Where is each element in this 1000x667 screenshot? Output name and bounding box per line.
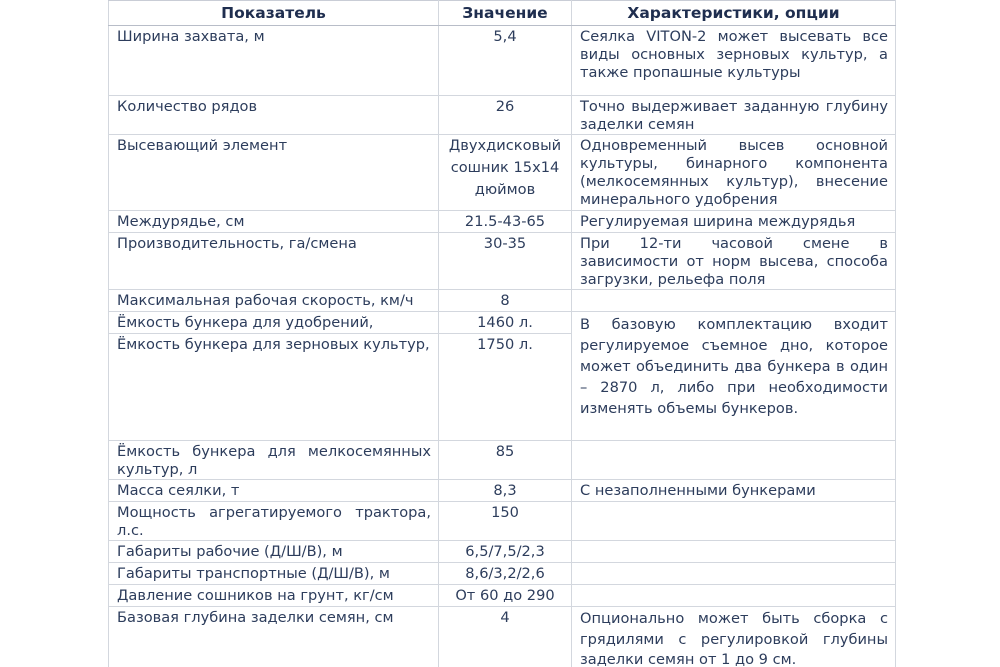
table-row — [109, 502, 896, 541]
row-parameter: Масса сеялки, т — [109, 480, 439, 502]
row-value: 8 — [439, 290, 572, 312]
table-row — [109, 585, 896, 607]
specifications-table — [108, 0, 896, 667]
table-row — [109, 96, 896, 135]
table-row — [109, 441, 896, 480]
row-value: 6,5/7,5/2,3 — [439, 541, 572, 563]
table-row — [109, 26, 896, 96]
row-parameter: Максимальная рабочая скорость, км/ч — [109, 290, 439, 312]
row-value: 85 — [439, 441, 572, 480]
row-option: Одновременный высев основной культуры, бинарного компонента (мелкосемянных культур), внесение минерального удобрения — [572, 135, 896, 211]
row-option — [572, 502, 896, 541]
row-option: Точно выдерживает заданную глубину заделки семян — [572, 96, 896, 135]
row-option: Сеялка VITON-2 может высевать все виды основных зерновых культур, а также пропашные культуры — [572, 26, 896, 96]
table-row — [109, 563, 896, 585]
table-header-row — [109, 1, 896, 26]
row-value: 8,3 — [439, 480, 572, 502]
table-row — [109, 233, 896, 290]
row-value: 4 — [439, 607, 572, 667]
row-parameter: Количество рядов — [109, 96, 439, 135]
row-parameter: Ёмкость бункера для мелкосемянных культур, л — [109, 441, 439, 480]
row-parameter: Габариты рабочие (Д/Ш/В), м — [109, 541, 439, 563]
row-option — [572, 585, 896, 607]
table-row — [109, 480, 896, 502]
row-option: В базовую комплектацию входит регулируемое съемное дно, которое может объединить два бункера в один – 2870 л, либо при необходимости изменять объемы бункеров. — [572, 312, 896, 441]
table-row — [109, 135, 896, 211]
header-options: Характеристики, опции — [572, 1, 896, 26]
row-value: 150 — [439, 502, 572, 541]
table-row — [109, 290, 896, 312]
row-option — [572, 441, 896, 480]
table-row — [109, 607, 896, 667]
header-value: Значение — [439, 1, 572, 26]
row-option — [572, 563, 896, 585]
row-parameter: Базовая глубина заделки семян, см — [109, 607, 439, 667]
row-value: 21.5-43-65 — [439, 211, 572, 233]
row-value: От 60 до 290 — [439, 585, 572, 607]
row-option: Опционально может быть сборка с грядилями с регулировкой глубины заделки семян от 1 до 9 см. — [572, 607, 896, 667]
table-row — [109, 541, 896, 563]
row-value: 5,4 — [439, 26, 572, 96]
row-parameter: Ёмкость бункера для удобрений, — [109, 312, 439, 334]
row-value: 1460 л. — [439, 312, 572, 334]
row-parameter: Высевающий элемент — [109, 135, 439, 211]
row-parameter: Мощность агрегатируемого трактора, л.с. — [109, 502, 439, 541]
header-parameter: Показатель — [109, 1, 439, 26]
row-parameter: Давление сошников на грунт, кг/см — [109, 585, 439, 607]
row-value: 30-35 — [439, 233, 572, 290]
row-option — [572, 541, 896, 563]
row-value: 1750 л. — [439, 334, 572, 441]
row-value: 26 — [439, 96, 572, 135]
row-value: 8,6/3,2/2,6 — [439, 563, 572, 585]
row-parameter: Производительность, га/смена — [109, 233, 439, 290]
row-option: С незаполненными бункерами — [572, 480, 896, 502]
table-row — [109, 211, 896, 233]
row-parameter: Ширина захвата, м — [109, 26, 439, 96]
row-parameter: Междурядье, см — [109, 211, 439, 233]
table-row — [109, 312, 896, 334]
row-parameter: Габариты транспортные (Д/Ш/В), м — [109, 563, 439, 585]
row-value: Двухдисковый сошник 15х14 дюймов — [439, 135, 572, 211]
row-parameter: Ёмкость бункера для зерновых культур, — [109, 334, 439, 441]
row-option: Регулируемая ширина междурядья — [572, 211, 896, 233]
row-option: При 12-ти часовой смене в зависимости от норм высева, способа загрузки, рельефа поля — [572, 233, 896, 290]
row-option — [572, 290, 896, 312]
